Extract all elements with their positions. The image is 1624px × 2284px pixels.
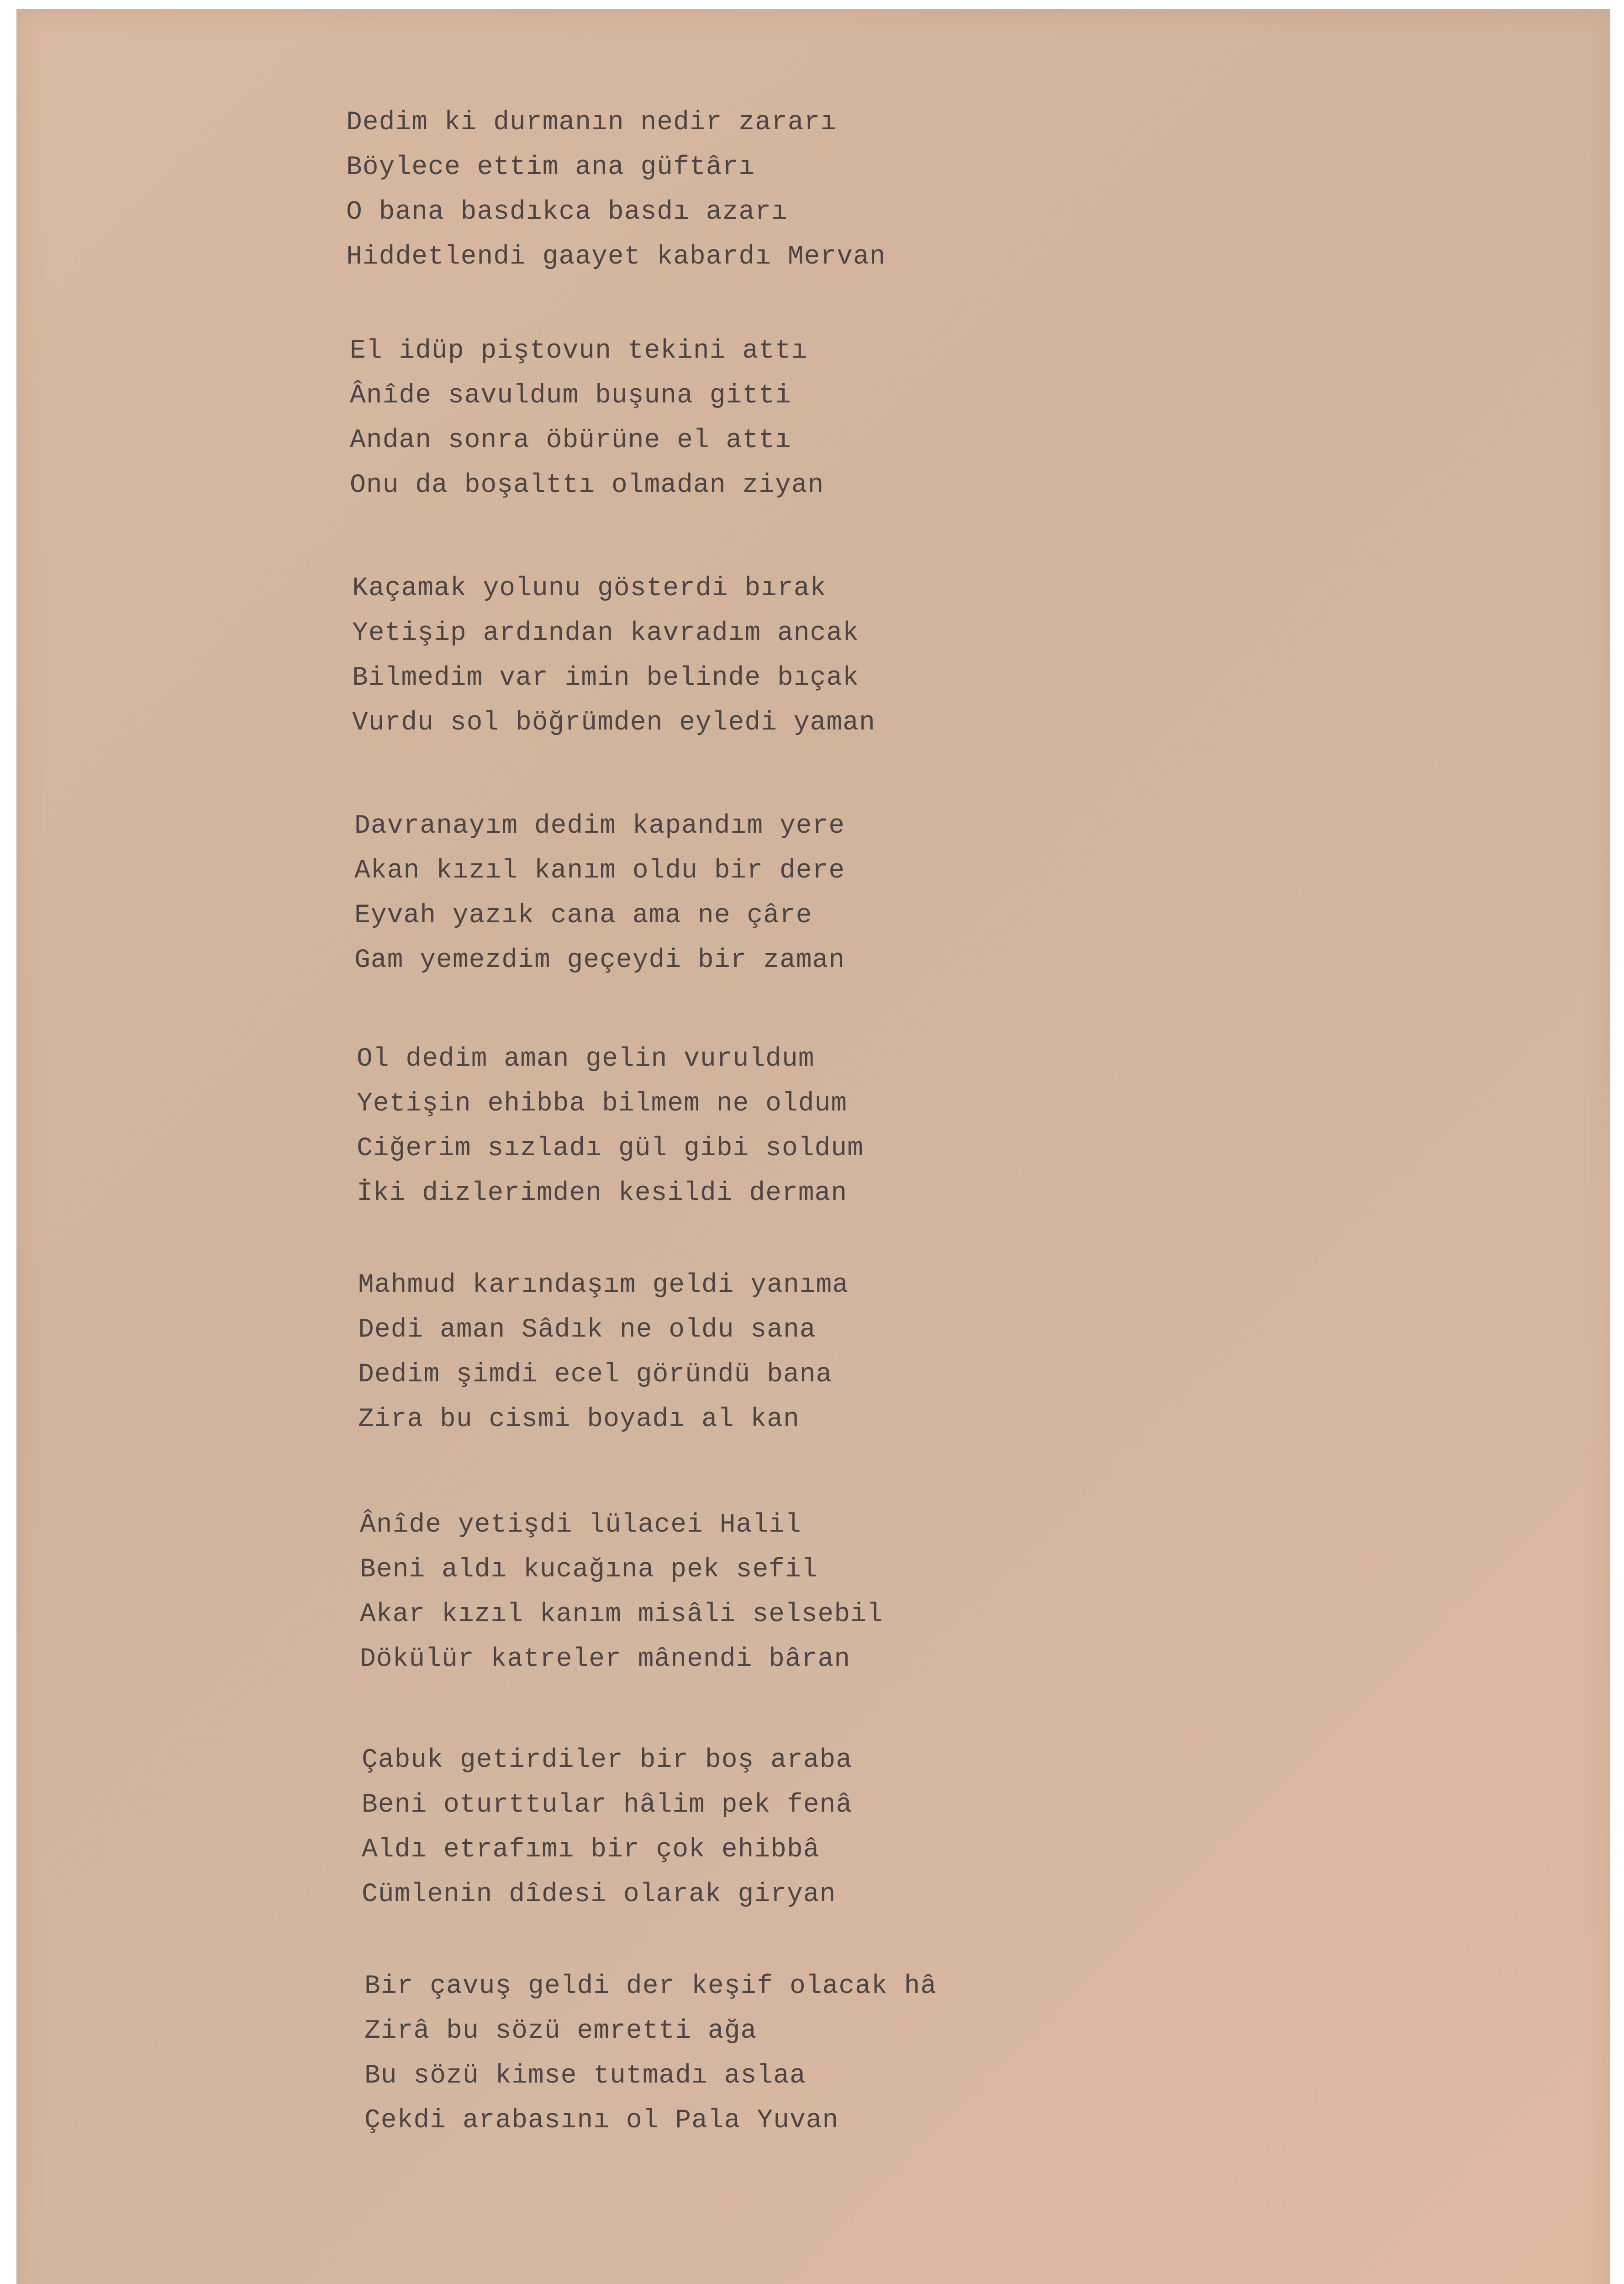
verse-line: Zira bu cismi boyadı al kan (358, 1405, 800, 1434)
verse-line: Akar kızıl kanım misâli selsebil (360, 1600, 883, 1629)
stanza-8 (362, 1738, 1412, 1917)
typewritten-page (16, 9, 1610, 2284)
verse-line: İki dizlerimden kesildi derman (357, 1179, 848, 1208)
verse-line: El idüp piştovun tekini attı (350, 336, 808, 366)
poem-body (16, 9, 1610, 2284)
verse-line: Aldı etrafımı bir çok ehibbâ (362, 1835, 820, 1865)
verse-line: Dedim ki durmanın nedir zararı (346, 108, 837, 137)
verse-line: Yetişip ardından kavradım ancak (352, 619, 859, 648)
verse-line: Akan kızıl kanım oldu bir dere (354, 856, 845, 886)
verse-line: Ol dedim aman gelin vuruldum (357, 1044, 815, 1074)
verse-line: Beni aldı kucağına pek sefil (360, 1555, 818, 1585)
verse-line: Dökülür katreler mânendi bâran (360, 1644, 851, 1674)
stanza-5 (357, 1037, 1407, 1216)
verse-line: Zirâ bu sözü emretti ağa (364, 2016, 757, 2046)
verse-line: Beni oturttular hâlim pek fenâ (362, 1790, 853, 1820)
verse-line: Bilmedim var imin belinde bıçak (352, 663, 859, 693)
stanza-6 (358, 1263, 1408, 1442)
verse-line: Dedi aman Sâdık ne oldu sana (358, 1315, 816, 1345)
stanza-3 (352, 566, 1403, 745)
verse-line: O bana basdıkca basdı azarı (346, 197, 788, 227)
verse-line: Kaçamak yolunu gösterdi bırak (352, 574, 827, 603)
stanza-7 (360, 1503, 1410, 1682)
verse-line: Gam yemezdim geçeydi bir zaman (354, 946, 845, 975)
verse-line: Ciğerim sızladı gül gibi soldum (357, 1134, 864, 1163)
stanza-4 (354, 804, 1405, 983)
verse-line: Hiddetlendi gaayet kabardı Mervan (346, 242, 886, 272)
verse-line: Cümlenin dîdesi olarak giryan (362, 1880, 836, 1909)
verse-line: Böylece ettim ana güftârı (346, 153, 755, 182)
verse-line: Yetişin ehibba bilmem ne oldum (357, 1089, 848, 1119)
verse-line: Vurdu sol böğrümden eyledi yaman (352, 708, 875, 738)
verse-line: Onu da boşalttı olmadan ziyan (350, 471, 824, 500)
stanza-2 (350, 329, 1400, 508)
verse-line: Davranayım dedim kapandım yere (354, 811, 845, 841)
verse-line: Bir çavuş geldi der keşif olacak hâ (364, 1972, 937, 2001)
verse-line: Çabuk getirdiler bir boş araba (362, 1745, 853, 1775)
verse-line: Dedim şimdi ecel göründü bana (358, 1360, 833, 1390)
verse-line: Andan sonra öbürüne el attı (350, 426, 791, 455)
verse-line: Mahmud karındaşım geldi yanıma (358, 1270, 849, 1300)
verse-line: Çekdi arabasını ol Pala Yuvan (364, 2106, 839, 2136)
verse-line: Eyvah yazık cana ama ne çâre (354, 901, 812, 931)
verse-line: Ânîde yetişdi lülacei Halil (360, 1510, 801, 1540)
verse-line: Ânîde savuldum buşuna gitti (350, 381, 791, 411)
stanza-9 (364, 1964, 1415, 2143)
stanza-1 (346, 100, 1397, 280)
verse-line: Bu sözü kimse tutmadı aslaa (364, 2061, 806, 2091)
